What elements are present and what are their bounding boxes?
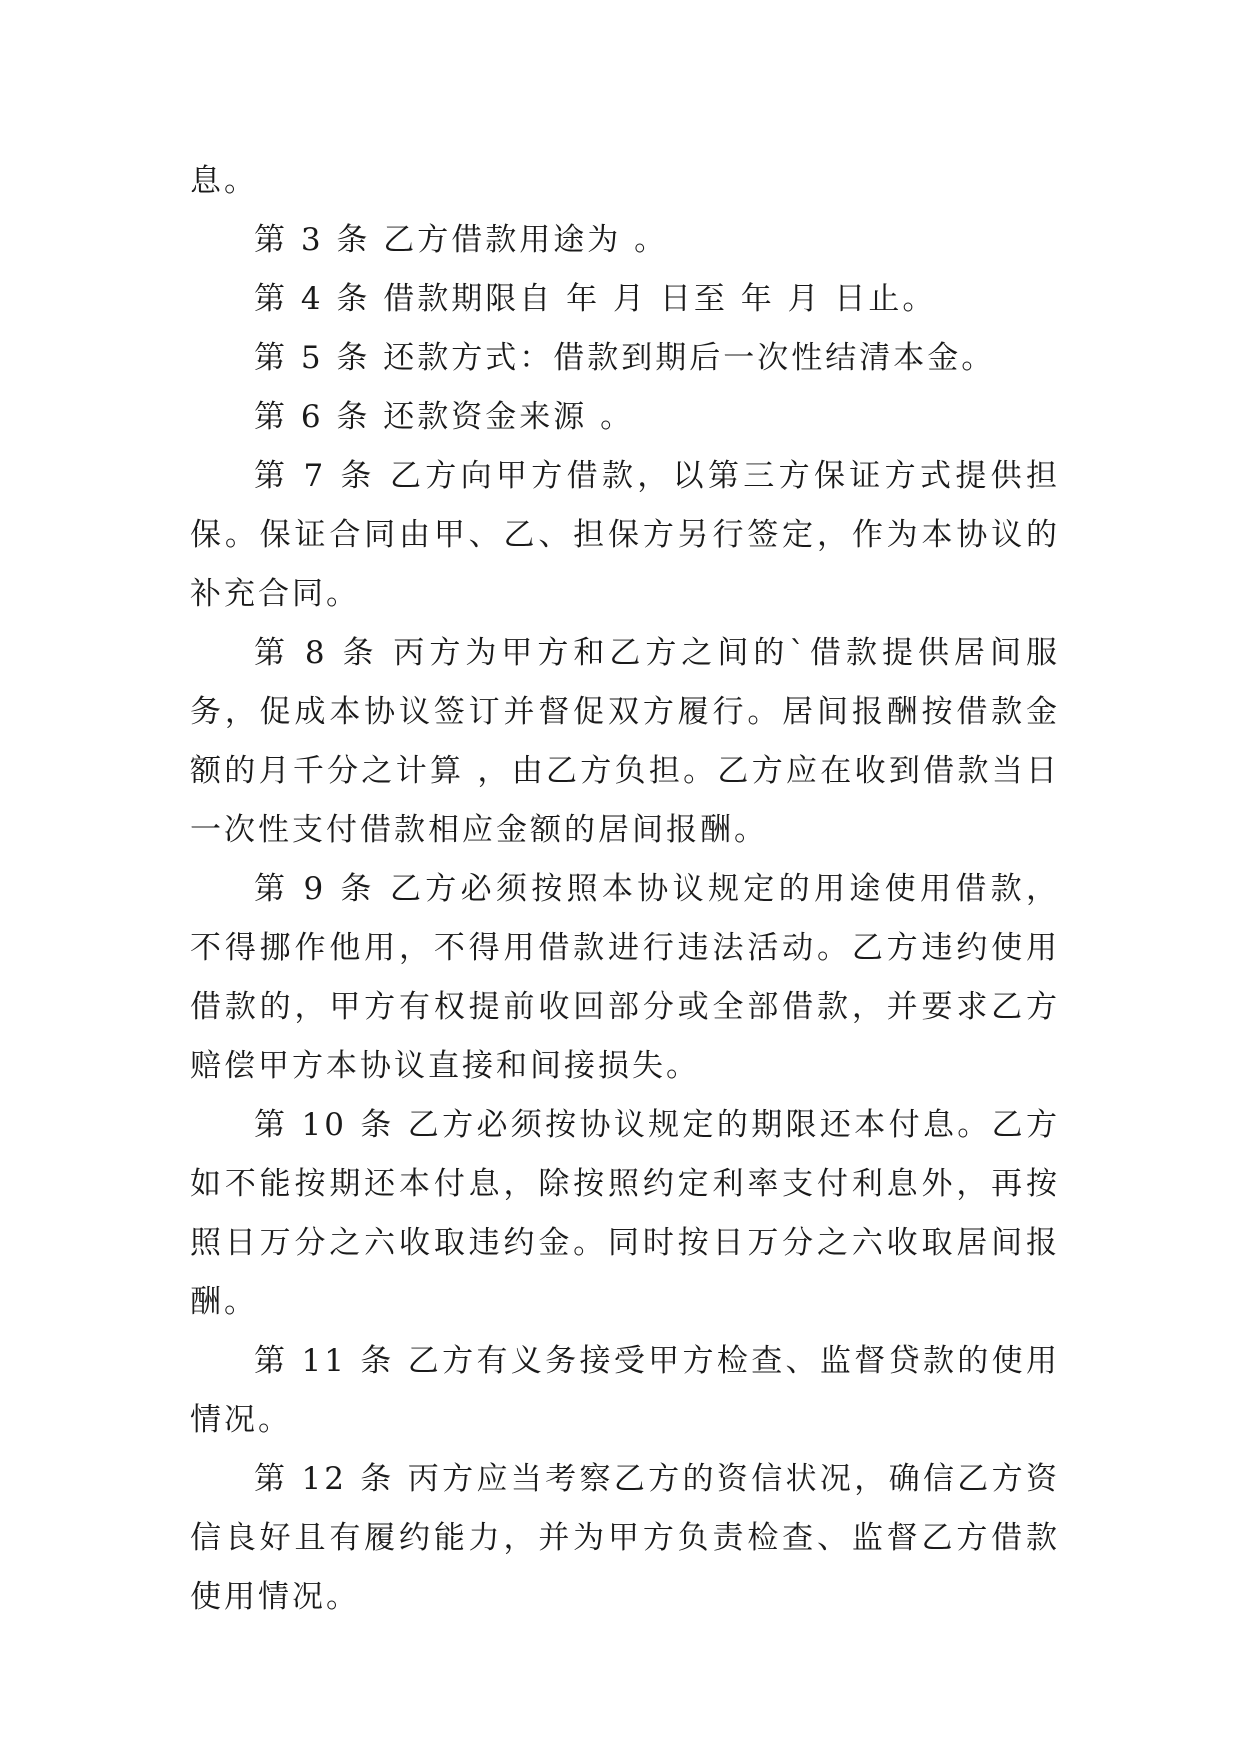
article-4: 第 4 条 借款期限自 年 月 日至 年 月 日止。 <box>254 281 937 317</box>
article-8: 第 8 条 丙方为甲方和乙方之间的`借款提供居间服务，促成本协议签订并督促双方履行。居间报酬按借款金额的月千分之计算 ，由乙方负担。乙方应在收到借款当日一次性支付借款相应金额的居间报酬。 <box>190 635 1060 848</box>
document-body <box>190 152 1060 1627</box>
article-9: 第 9 条 乙方必须按照本协议规定的用途使用借款，不得挪作他用，不得用借款进行违法活动。乙方违约使用借款的，甲方有权提前收回部分或全部借款，并要求乙方赔偿甲方本协议直接和间接损失。 <box>190 871 1060 1084</box>
article-5: 第 5 条 还款方式：借款到期后一次性结清本金。 <box>254 340 996 376</box>
article-7: 第 7 条 乙方向甲方借款，以第三方保证方式提供担保。保证合同由甲、乙、担保方另行签定，作为本协议的补充合同。 <box>190 458 1060 612</box>
article-11: 第 11 条 乙方有义务接受甲方检查、监督贷款的使用情况。 <box>190 1343 1060 1438</box>
article-12: 第 12 条 丙方应当考察乙方的资信状况，确信乙方资信良好且有履约能力，并为甲方负责检查、监督乙方借款使用情况。 <box>190 1461 1060 1615</box>
article-6: 第 6 条 还款资金来源 。 <box>254 399 635 435</box>
article-3: 第 3 条 乙方借款用途为 。 <box>254 222 669 258</box>
article-10: 第 10 条 乙方必须按协议规定的期限还本付息。乙方如不能按期还本付息，除按照约定利率支付利息外，再按照日万分之六收取违约金。同时按日万分之六收取居间报酬。 <box>190 1107 1060 1320</box>
paragraph-continuation: 息。 <box>190 163 258 199</box>
